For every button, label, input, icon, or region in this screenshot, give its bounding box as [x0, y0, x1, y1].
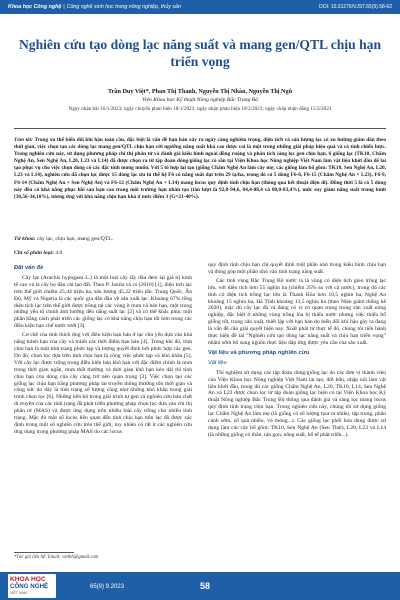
logo-line: KHOA HỌC [10, 576, 46, 583]
article-title: Nghiên cứu tạo dòng lạc năng suất và mang gen/QTL chịu hạn triển vọng [18, 37, 382, 69]
footnote: *Tác giả liên hệ: Email: vietbh@gmail.com [14, 555, 99, 560]
author-list: Trần Duy Việt*, Phan Thị Thanh, Nguyễn Thị Nhàn, Nguyễn Thị Ngũ [107, 88, 293, 95]
page-number: 58 [200, 581, 211, 591]
logo-line: VIỆT NAM [10, 591, 27, 595]
abstract-label: Tóm tắt: [14, 137, 33, 143]
journal-section: Công nghệ sinh học trong nông nghiệp, thủy sản [66, 4, 181, 10]
journal-title: Khoa học Công nghệ [8, 4, 62, 10]
right-column [208, 262, 386, 441]
journal-name: Khoa học Công nghệ | Công nghệ sinh học trong nông nghiệp, thủy sản [8, 4, 181, 10]
keywords-label: Từ khóa: [14, 236, 36, 242]
doi-link[interactable]: DOI: 10.31276/VJST.65(9).58-62 [319, 4, 392, 10]
abstract [14, 137, 386, 201]
article-dates: Ngày nhận bài 16/1/2023; ngày chuyển phản biện 18/1/2023; ngày nhận phản biện 10/2/2023; ngày chấp nhận đăng 15/2/2023 [68, 106, 332, 112]
classification-value: 4.6 [55, 250, 63, 256]
classification [14, 250, 386, 256]
section-heading-introduction: Đặt vấn đề [14, 265, 44, 271]
journal-header [0, 0, 400, 14]
affiliation: Viện Khoa học Kỹ thuật Nông nghiệp Bắc Trung Bộ [142, 97, 258, 103]
logo-line: CÔNG NGHỆ [10, 583, 49, 590]
issue-info: 65(9) 9.2023 [90, 584, 125, 590]
keywords-text: cây lạc, chịu hạn, mang gen/QTL. [36, 236, 114, 242]
divider [14, 128, 386, 129]
keywords [14, 236, 386, 242]
left-column [14, 262, 192, 438]
section-heading-methods: Vật liệu và phương pháp nghiên cứu [208, 349, 310, 356]
subsection-heading-materials: Vật liệu [208, 359, 227, 366]
footnote-divider [14, 552, 74, 553]
paragraph: Cây lạc (Arachis hypogaea L.) là một loại cây lấy dầu đem lại giá trị kinh tế cao và là cây họ đậu cải tạo đất. Theo P. Janila và cs (2016) [1], diện tích lạc trên thế giới chiếm 25,44 triệu ha, sản lượng 45,22 triệu tấn. Trung Quốc, Ấn Độ, Mỹ và Nigeria là các quốc gia dẫn đầu về sản xuất lạc. Khoảng 67% tổng diện tích lạc trên thế giới được trồng tại các vùng ít mưa và bán hạn, một trong những yếu tố chính ảnh hưởng đến năng suất lạc [2] và có thể khắc phục một phần bằng cách phát triển các giống lạc có khả năng chịu hạn tốt hơn trong các điều kiện hạn chế nước tưới [3]. [14, 274, 192, 330]
paragraph: Cơ chế của tính thích ứng với điều kiện hạn hán ở lạc chủ yếu dựa vào khả năng tránh hạn của cây và tránh các thời điểm hạn hán [4]. Trong khi đó, tính chịu hạn là một tính trạng phức tạp và lượng quyết định bởi phức hợp các gen. Do đó, chọn lọc dựa trên tính chịu hạn là công việc phức tạp và khó khăn [5]. Với cây lạc được trồng trong điều kiện bán khô hạn với đặc điểm chính là mưa trong thời gian ngắn, mưa thất thường và thời gian khô hạn kéo dài thì tính chịu hạn của dòng của cây càng trở nên quan trọng [3]. Việc chọn tạo các giống lạc chịu hạn bằng phương pháp lai truyền thống thường tốn thời gian và công sức do dây là tính trạng số lượng cũng như những khó khăn trong giải trình chọn lọc [6]. Những tiến bộ trong giải trình tự gen và nghiên cứu bản chất di truyền của các tính trạng đã phát triển phương pháp chọn lọc dựa vào chỉ thị phân tử (MAS) và được ứng dụng trên nhiều loài cây trồng cho nhiều tính trạng. Mặc dù một số locus liên quan đến tính chịu hạn trên lạc đã được xác định trong một số nghiên cứu trên thế giới, tuy nhiên có rất ít các nghiên cứu ứng dụng trong phương pháp MAS do các locus [14, 332, 192, 435]
classification-label: Chỉ số phân loại: [14, 250, 54, 256]
paragraph: Các tỉnh vùng Bắc Trung Bộ nước ta là vùng có diện tích gieo trồng lạc lớn, với diện tích hơn 55 nghìn ha (chiếm 25% so với cả nước), trong đó các tỉnh có diện tích trồng lạc lớn là Thanh Hóa hơn 10,5 nghìn ha, Nghệ An khoảng 15 nghìn ha, Hà Tĩnh khoảng 13,5 nghìn ha (theo Niên giám thống kê 2020), mặc dù cây lạc đã và đang có vị trí quan trọng trong sản xuất nông nghiệp, đặc biệt ở những vùng trồng lúa bị thiếu nước nhưng việc thiếu bổ giống tốt, trong sản xuất, thiết lập với hạn hán do biến đổi khí hậu gây ra đang là vấn đề cần giải quyết hiện nay. Xuất phát từ thực tế đó, chúng tôi tiến hành thực hiện đề tài "Nghiên cứu tạo dòng lạc năng suất và chịu hạn triển vọng" nhằm sớm bổ sung nguồn thực liệu đáp ứng được yêu cầu của sản xuất. [208, 277, 386, 346]
journal-logo [8, 574, 56, 598]
abstract-text: Trong xu thế biến đổi khí hậu toàn cầu, đặc biệt là vấn đề hạn hán xảy ra ngày càng nghiêm trọng, diện tích và sản lượng lạc có xu hướng giảm dần theo thời gian, việc chọn tạo các dòng lạc mang gen/QTL chịu hạn với ngưỡng năng suất khá cao được coi là một trong những giải pháp hiệu quả và có tính chiến lược. Trong nghiên cứu này, sử dụng phương pháp chỉ thị phân tử và đánh giá kiểu hình ngoài đồng ruộng và phân tích sàng lọc gen chịu hạn, 6 giống lạc (TK10, Chấm Nghệ An, Sen Nghệ An, L20, L23 và L14) đã được chọn ra từ tập đoàn dòng/giống lạc có sẵn tại Viện Khoa học Nông nghiệp Việt Nam làm vật liệu khởi đầu để lai tạo phục vụ cho việc chọn dòng có các đặc tính mong muốn. Với 5 tổ hợp lai tạo (giống Chấm Nghệ An làm cây mẹ; các giống làm bố gồm: TK10, Sen Nghệ An, L20, L23 và L14), nghiên cứu đã chọn lọc được 15 dòng lạc ưu tú thế hệ F6 có năng suất đạt trên 29 tạ/ha, trong đó có 5 dòng F6-6, F6-15 (Chấm Nghệ An × L23), F6-9, F6-14 (Chấm Nghệ An × Sen Nghệ An) và F6-12 (Chấm Nghệ An × L14) mang locus quy định tính chịu hạn (thông qua kết thuật điện di). Đồng thời 5 là có 5 dòng này đều có khả năng phục hồi sau hạn cao trong môi trường hạn nhân tạo (tần lượt là 92,8-94,6, 84,4-88,4 và 80,0-83,4%), mức suy giảm năng suất trung bình (30,56-34,10%), tương ứng với khả năng chịu hạn khá ở mức điểm 3 (G=21-40%). [14, 137, 387, 200]
paragraph: quy định tính chịu hạn chỉ quyết định một phần nhỏ trong kiểu hình chịu hạn và đóng góp một phần nhỏ vào tính trạng năng suất. [208, 262, 386, 275]
paragraph: Thí nghiệm sử dụng các tập đoàn dòng/giống lạc do các đơn vị thành viên của Viện Khoa học Nông nghiệp Việt Nam lai tạo, đời bốn, nhập nội làm vật liệu khởi đầu, trong đó các giống Chấm Nghệ An, L20, TK10, L14, Sen Nghệ An và L23 được chọn lọc từ tập đoàn giống lạc hiện có tại Viện Khoa học Kỹ thuật Nông nghiệp Bắc Trung Bộ thông qua đánh giá và sàng lọc mang locus quy định tính trạng chịu hạn. Trong nghiên cứu này, chúng tôi sử dụng giống lạc Chấm Nghệ An làm mẹ (là giống có số lượng hoa ra nhiều, tập trung, phân cành sớm, số quả nhiều, vỏ mỏng...). Các giống lạc phối hóa dùng được sử dụng làm các cây bố gồm: TK10, Sen Nghệ An (Sen Thải), L20, L23 và L14 (là những giống có thân, tán gọn, năng suất, bổ tế phát triển...). [208, 369, 386, 438]
